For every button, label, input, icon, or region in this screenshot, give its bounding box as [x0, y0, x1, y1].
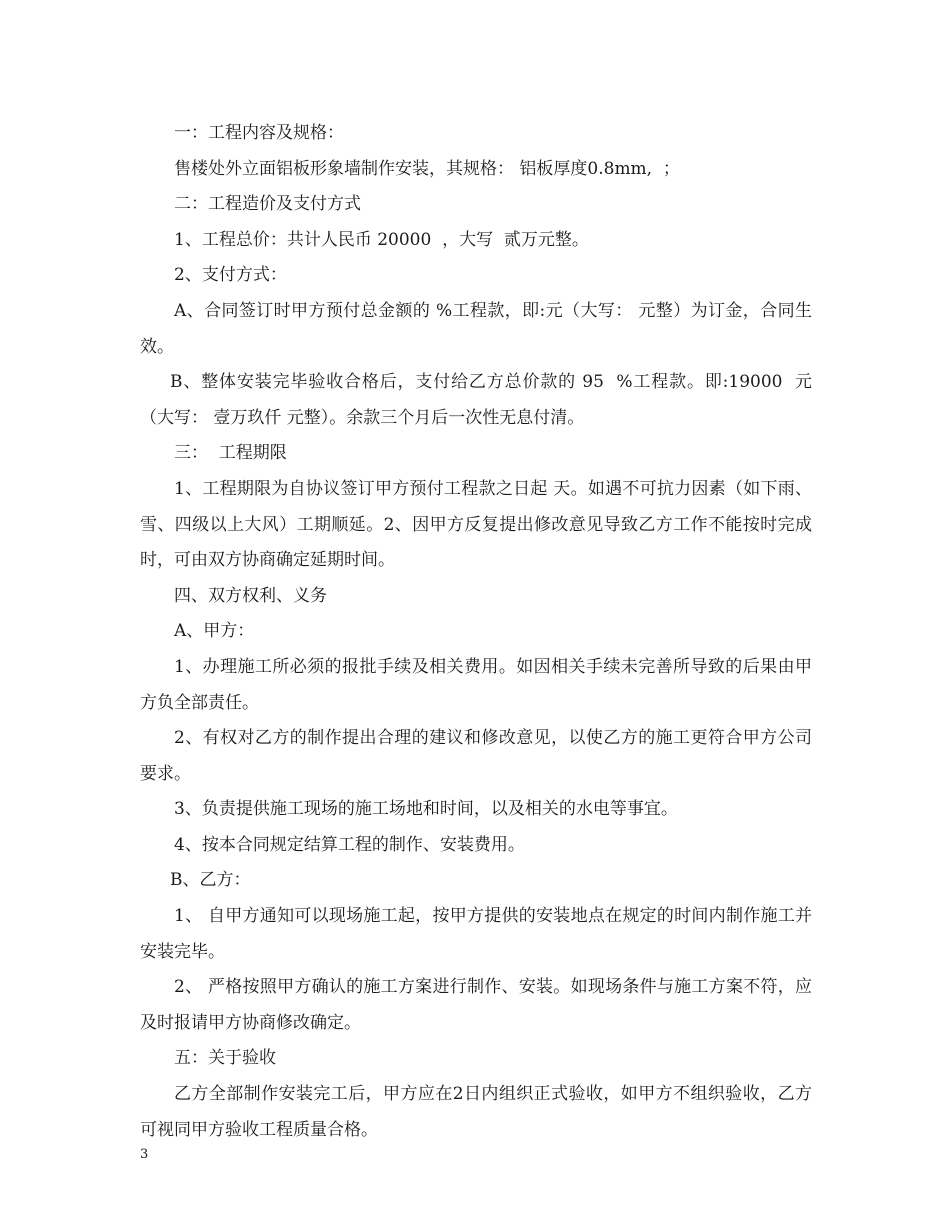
paragraph: 1、工程期限为自协议签订甲方预付工程款之日起 天。如遇不可抗力因素（如下雨、雪、四级以上大风）工期顺延。2、因甲方反复提出修改意见导致乙方工作不能按时完成时，可由双方协商确定延期时间。 [140, 478, 812, 571]
paragraph: 售楼处外立面铝板形象墙制作安装，其规格： 铝板厚度0.8mm, ； [174, 158, 680, 179]
paragraph: A、合同签订时甲方预付总金额的 %工程款，即:元（大写： 元整）为订金，合同生效。 [140, 300, 812, 357]
paragraph: 1、 自甲方通知可以现场施工起，按甲方提供的安装地点在规定的时间内制作施工并安装完毕。 [140, 906, 812, 962]
paragraph: 1、工程总价：共计人民币 20000 ，大写 贰万元整。 [174, 229, 589, 250]
section-heading-3: 三： 工程期限 [174, 443, 287, 464]
page-number: 3 [140, 1147, 149, 1162]
contract-body [140, 116, 812, 1148]
paragraph: 4、按本合同规定结算工程的制作、安装费用。 [174, 834, 525, 855]
section-heading-4: 四、双方权利、义务 [174, 585, 327, 606]
section-heading-1: 一：工程内容及规格： [174, 123, 344, 143]
paragraph: B、整体安装完毕验收合格后，支付给乙方总价款的 95 %工程款。即:19000 元（大写： 壹万玖仟 元整）。余款三个月后一次性无息付清。 [140, 372, 812, 428]
paragraph: 2、支付方式： [174, 265, 287, 286]
paragraph: 2、 严格按照甲方确认的施工方案进行制作、安装。如现场条件与施工方案不符，应及时报请甲方协商修改确定。 [140, 977, 812, 1033]
paragraph: 2、有权对乙方的制作提出合理的建议和修改意见，以使乙方的施工更符合甲方公司要求。 [140, 728, 812, 784]
section-heading-5: 五：关于验收 [174, 1048, 276, 1069]
paragraph: 3、负责提供施工现场的施工场地和时间，以及相关的水电等事宜。 [174, 799, 678, 820]
paragraph: B、乙方： [170, 870, 251, 891]
paragraph: A、甲方： [174, 621, 255, 642]
section-heading-2: 二：工程造价及支付方式 [174, 194, 361, 215]
paragraph: 乙方全部制作安装完工后，甲方应在2日内组织正式验收，如甲方不组织验收，乙方可视同甲方验收工程质量合格。 [140, 1084, 812, 1140]
paragraph: 1、办理施工所必须的报批手续及相关费用。如因相关手续未完善所导致的后果由甲方负全部责任。 [140, 656, 812, 713]
